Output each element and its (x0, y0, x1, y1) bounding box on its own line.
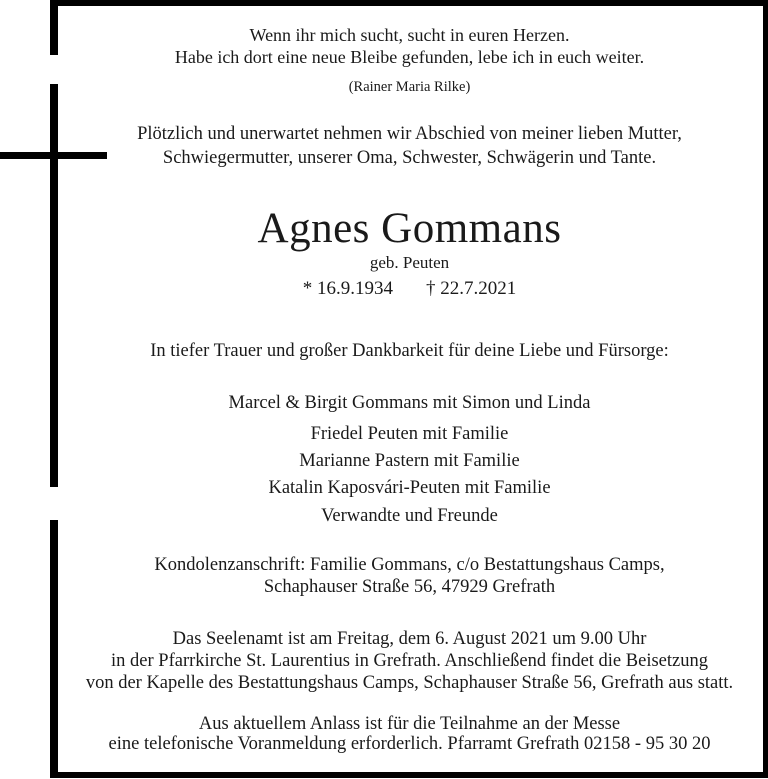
life-dates (56, 278, 763, 300)
quote-attribution: (Rainer Maria Rilke) (348, 79, 471, 95)
mourner-line-5: Verwandte und Freunde (321, 506, 498, 526)
service-information (56, 628, 763, 694)
deceased-name: Agnes Gommans (257, 205, 562, 252)
condolence-line-2: Schaphauser Straße 56, 47929 Grefrath (263, 577, 556, 597)
memorial-quote (56, 24, 763, 68)
frame-right-border (763, 0, 768, 778)
announcement-line-2: Schwiegermutter, unserer Oma, Schwester, Schwägerin und Tante. (162, 148, 657, 168)
quote-line-2: Habe ich dort eine neue Bleibe gefunden, lebe ich in euch weiter. (174, 47, 645, 67)
attendance-notice (56, 714, 763, 754)
service-line-2: in der Pfarrkirche St. Laurentius in Grefrath. Anschließend findet die Beisetzung (111, 651, 708, 671)
mourner-line-1: Marcel & Birgit Gommans mit Simon und Linda (228, 393, 591, 413)
mourner-line-4: Katalin Kaposvári-Peuten mit Familie (268, 478, 551, 498)
attendance-line-1: Aus aktuellem Anlass ist für die Teilnahme an der Messe (198, 714, 621, 734)
mourner-line-3: Marianne Pastern mit Familie (299, 451, 520, 471)
service-line-1: Das Seelenamt ist am Freitag, dem 6. August 2021 um 9.00 Uhr (172, 629, 647, 649)
notice-content (56, 0, 763, 779)
attendance-line-2: eine telefonische Voranmeldung erforderlich. Pfarramt Grefrath 02158 - 95 30 20 (108, 734, 711, 754)
service-line-3: von der Kapelle des Bestattungshaus Camps, Schaphauser Straße 56, Grefrath aus statt. (85, 673, 734, 693)
death-date: † 22.7.2021 (426, 278, 517, 299)
condolence-address (56, 554, 763, 598)
mourner-line-2: Friedel Peuten mit Familie (310, 424, 509, 444)
grief-line: In tiefer Trauer und großer Dankbarkeit für deine Liebe und Fürsorge: (150, 341, 669, 361)
announcement-line-1: Plötzlich und unerwartet nehmen wir Abschied von meiner lieben Mutter, (137, 124, 682, 144)
maiden-name: geb. Peuten (369, 253, 450, 272)
condolence-line-1: Kondolenzanschrift: Familie Gommans, c/o Bestattungshaus Camps, (154, 555, 665, 575)
birth-date: * 16.9.1934 (302, 278, 393, 299)
announcement-text (56, 122, 763, 170)
quote-line-1: Wenn ihr mich sucht, sucht in euren Herzen. (249, 25, 570, 45)
